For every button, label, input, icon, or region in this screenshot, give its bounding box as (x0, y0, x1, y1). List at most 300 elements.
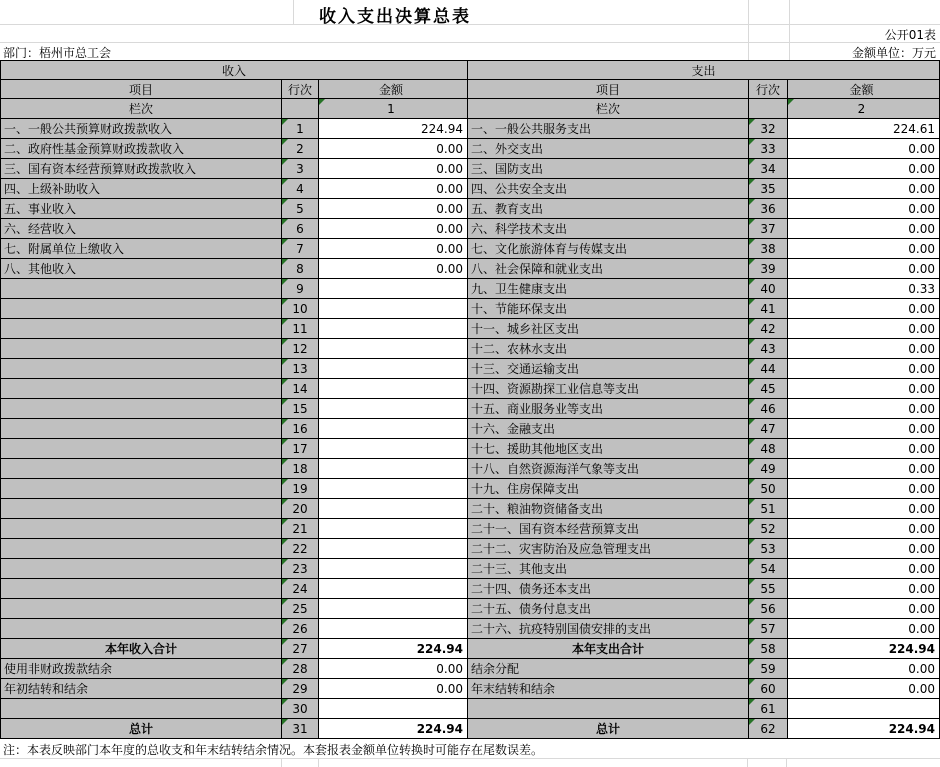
department-label: 部门：梧州市总工会 (3, 46, 112, 60)
row-number-cell[interactable]: 36 (749, 199, 788, 219)
amount-cell[interactable]: 0.00 (788, 139, 940, 159)
item-label-cell[interactable]: 六、科学技术支出 (468, 219, 749, 239)
amount-cell[interactable] (319, 519, 468, 539)
table-row (1, 379, 468, 399)
row-number-cell[interactable]: 18 (282, 459, 319, 479)
corner-marker-icon (282, 519, 288, 525)
row-number-cell[interactable]: 12 (282, 339, 319, 359)
item-label-cell[interactable] (1, 319, 282, 339)
table-row (1, 579, 468, 599)
amount-cell[interactable] (319, 579, 468, 599)
row-number-cell[interactable]: 17 (282, 439, 319, 459)
row-number-cell[interactable]: 29 (282, 679, 319, 699)
corner-marker-icon (749, 579, 755, 585)
amount-cell[interactable]: 0.00 (319, 219, 468, 239)
table-row (468, 119, 940, 139)
amount-cell[interactable]: 224.94 (319, 639, 468, 659)
item-label-cell[interactable]: 十八、自然资源海洋气象等支出 (468, 459, 749, 479)
amount-cell[interactable]: 0.00 (788, 659, 940, 679)
table-row (468, 219, 940, 239)
item-label-cell[interactable]: 二十四、债务还本支出 (468, 579, 749, 599)
corner-marker-icon (749, 599, 755, 605)
corner-marker-icon (749, 539, 755, 545)
table-row (1, 699, 468, 719)
item-label-cell[interactable] (1, 619, 282, 639)
item-label-cell[interactable]: 十九、住房保障支出 (468, 479, 749, 499)
corner-marker-icon (749, 199, 755, 205)
amount-cell[interactable]: 0.00 (319, 179, 468, 199)
item-label-cell[interactable] (1, 379, 282, 399)
row-number-cell[interactable]: 52 (749, 519, 788, 539)
table-row (468, 699, 940, 719)
item-label-cell[interactable]: 二十、粮油物资储备支出 (468, 499, 749, 519)
amount-cell[interactable]: 0.00 (788, 679, 940, 699)
table-row (1, 279, 468, 299)
item-label-cell[interactable] (1, 599, 282, 619)
corner-marker-icon (282, 339, 288, 345)
item-label-cell[interactable]: 七、附属单位上缴收入 (1, 239, 282, 259)
row-number-cell[interactable]: 61 (749, 699, 788, 719)
item-label-cell[interactable]: 八、其他收入 (1, 259, 282, 279)
row-number-cell[interactable]: 7 (282, 239, 319, 259)
amount-cell[interactable]: 0.00 (788, 259, 940, 279)
table-row (1, 619, 468, 639)
corner-marker-icon (749, 699, 755, 705)
row-number-cell[interactable]: 11 (282, 319, 319, 339)
item-label-cell[interactable]: 六、经营收入 (1, 219, 282, 239)
amount-cell[interactable]: 0.00 (788, 559, 940, 579)
corner-marker-icon (282, 179, 288, 185)
gridline (786, 758, 787, 767)
row-number-cell[interactable]: 45 (749, 379, 788, 399)
row-number-cell[interactable]: 9 (282, 279, 319, 299)
row-number-cell[interactable]: 22 (282, 539, 319, 559)
amount-cell[interactable]: 0.00 (319, 259, 468, 279)
table-row (468, 299, 940, 319)
table-row (468, 679, 940, 699)
item-label-cell[interactable] (1, 479, 282, 499)
row-number-cell[interactable]: 25 (282, 599, 319, 619)
corner-marker-icon (749, 679, 755, 685)
row-no-column-header: 行次 (282, 80, 319, 99)
table-row (1, 339, 468, 359)
amount-cell[interactable]: 0.00 (319, 199, 468, 219)
row-number-cell[interactable]: 42 (749, 319, 788, 339)
amount-cell[interactable]: 0.00 (319, 139, 468, 159)
row-number-cell[interactable]: 44 (749, 359, 788, 379)
table-row (468, 519, 940, 539)
row-number-cell[interactable]: 58 (749, 639, 788, 659)
table-row (1, 459, 468, 479)
amount-cell[interactable]: 224.61 (788, 119, 940, 139)
item-label-cell[interactable]: 十三、交通运输支出 (468, 359, 749, 379)
item-label-cell[interactable]: 十四、资源勘探工业信息等支出 (468, 379, 749, 399)
amount-cell[interactable] (319, 419, 468, 439)
item-label-cell[interactable] (1, 459, 282, 479)
item-label-cell[interactable]: 结余分配 (468, 659, 749, 679)
row-number-cell[interactable]: 14 (282, 379, 319, 399)
amount-cell[interactable] (319, 539, 468, 559)
item-label-cell[interactable] (1, 399, 282, 419)
row-number-cell[interactable]: 35 (749, 179, 788, 199)
item-column-header: 项目 (1, 80, 282, 99)
amount-cell[interactable]: 0.00 (788, 459, 940, 479)
row-number-cell[interactable]: 54 (749, 559, 788, 579)
item-label-cell[interactable]: 二十六、抗疫特别国债安排的支出 (468, 619, 749, 639)
corner-marker-icon (282, 139, 288, 145)
row-number-cell[interactable]: 62 (749, 719, 788, 739)
row-number-cell[interactable]: 8 (282, 259, 319, 279)
item-label-cell[interactable]: 八、社会保障和就业支出 (468, 259, 749, 279)
item-label-cell[interactable]: 二十一、国有资本经营预算支出 (468, 519, 749, 539)
corner-marker-icon (749, 399, 755, 405)
corner-marker-icon (282, 619, 288, 625)
item-label-cell[interactable]: 年末结转和结余 (468, 679, 749, 699)
row-number-cell[interactable]: 59 (749, 659, 788, 679)
item-label-cell[interactable]: 总计 (1, 719, 282, 739)
row-number-cell[interactable]: 16 (282, 419, 319, 439)
amount-cell[interactable] (319, 359, 468, 379)
item-label-cell[interactable]: 四、上级补助收入 (1, 179, 282, 199)
item-label-cell[interactable]: 三、国防支出 (468, 159, 749, 179)
table-row (468, 439, 940, 459)
row-number-cell[interactable]: 30 (282, 699, 319, 719)
amount-cell[interactable]: 0.00 (788, 439, 940, 459)
amount-cell[interactable]: 0.00 (319, 679, 468, 699)
table-row (1, 559, 468, 579)
row-number-cell[interactable]: 19 (282, 479, 319, 499)
table-row (468, 659, 940, 679)
amount-cell[interactable]: 0.00 (788, 499, 940, 519)
item-label-cell[interactable] (1, 299, 282, 319)
item-label-cell[interactable]: 七、文化旅游体育与传媒支出 (468, 239, 749, 259)
amount-cell[interactable] (319, 299, 468, 319)
amount-cell[interactable]: 0.00 (788, 239, 940, 259)
corner-marker-icon (282, 319, 288, 325)
amount-cell[interactable]: 224.94 (788, 719, 940, 739)
expenditure-band-row (468, 61, 940, 80)
amount-cell[interactable]: 0.00 (788, 519, 940, 539)
amount-cell[interactable]: 224.94 (319, 119, 468, 139)
amount-cell[interactable] (319, 479, 468, 499)
row-number-cell[interactable]: 13 (282, 359, 319, 379)
row-number-cell[interactable]: 28 (282, 659, 319, 679)
row-number-cell[interactable]: 55 (749, 579, 788, 599)
row-number-cell[interactable]: 24 (282, 579, 319, 599)
item-label-cell[interactable] (1, 359, 282, 379)
item-label-cell[interactable]: 十二、农林水支出 (468, 339, 749, 359)
amount-cell[interactable] (319, 559, 468, 579)
amount-cell[interactable]: 0.00 (788, 399, 940, 419)
amount-cell[interactable]: 0.00 (788, 159, 940, 179)
table-row (468, 359, 940, 379)
corner-marker-icon (749, 519, 755, 525)
item-label-cell[interactable]: 十六、金融支出 (468, 419, 749, 439)
corner-marker-icon (282, 479, 288, 485)
expenditure-table (468, 61, 940, 739)
amount-cell[interactable]: 0.00 (319, 659, 468, 679)
gridline (318, 758, 319, 767)
corner-marker-icon (282, 419, 288, 425)
corner-marker-icon (749, 339, 755, 345)
corner-marker-icon (749, 439, 755, 445)
table-row (1, 299, 468, 319)
expenditure-column-header-row (468, 80, 940, 99)
row-number-cell[interactable]: 33 (749, 139, 788, 159)
item-label-cell[interactable] (1, 539, 282, 559)
item-label-cell[interactable]: 二、政府性基金预算财政拨款收入 (1, 139, 282, 159)
corner-marker-icon (282, 559, 288, 565)
item-label-cell[interactable]: 二十五、债务付息支出 (468, 599, 749, 619)
item-label-cell[interactable]: 一、一般公共服务支出 (468, 119, 749, 139)
corner-marker-icon (749, 619, 755, 625)
table-row (468, 259, 940, 279)
amount-cell[interactable]: 224.94 (788, 639, 940, 659)
row-number-cell[interactable]: 26 (282, 619, 319, 639)
corner-marker-icon (749, 419, 755, 425)
row-number-cell[interactable]: 51 (749, 499, 788, 519)
lanci-label-cell: 栏次 (1, 99, 282, 119)
row-number-cell[interactable]: 43 (749, 339, 788, 359)
row-number-cell[interactable]: 53 (749, 539, 788, 559)
row-number-cell[interactable]: 41 (749, 299, 788, 319)
row-number-cell[interactable]: 38 (749, 239, 788, 259)
item-label-cell[interactable] (1, 279, 282, 299)
item-label-cell[interactable] (1, 519, 282, 539)
item-label-cell[interactable]: 九、卫生健康支出 (468, 279, 749, 299)
amount-cell[interactable] (319, 459, 468, 479)
table-row (1, 599, 468, 619)
corner-marker-icon (749, 639, 755, 645)
row-number-cell[interactable]: 39 (749, 259, 788, 279)
income-column-header-row (1, 80, 468, 99)
corner-marker-icon (749, 319, 755, 325)
item-label-cell[interactable]: 五、教育支出 (468, 199, 749, 219)
item-label-cell[interactable]: 十、节能环保支出 (468, 299, 749, 319)
amount-cell[interactable]: 0.00 (788, 479, 940, 499)
item-label-cell[interactable] (1, 439, 282, 459)
row-number-cell[interactable]: 6 (282, 219, 319, 239)
amount-cell[interactable] (319, 699, 468, 719)
lanci-empty-cell (282, 99, 319, 119)
row-number-cell[interactable]: 31 (282, 719, 319, 739)
item-label-cell[interactable] (1, 699, 282, 719)
amount-column-header: 金额 (319, 80, 468, 99)
item-label-cell[interactable] (1, 579, 282, 599)
table-row (468, 539, 940, 559)
item-label-cell[interactable]: 总计 (468, 719, 749, 739)
table-code: 公开01表 (884, 28, 936, 42)
table-row (468, 559, 940, 579)
amount-cell[interactable] (319, 379, 468, 399)
amount-cell[interactable] (319, 279, 468, 299)
amount-cell[interactable] (319, 439, 468, 459)
gridline (747, 758, 748, 767)
row-number-cell[interactable]: 48 (749, 439, 788, 459)
table-row (1, 439, 468, 459)
amount-cell[interactable]: 0.00 (788, 599, 940, 619)
amount-cell[interactable]: 0.00 (788, 299, 940, 319)
table-row (468, 579, 940, 599)
table-row (468, 179, 940, 199)
amount-cell[interactable]: 0.00 (788, 379, 940, 399)
row-number-cell[interactable]: 32 (749, 119, 788, 139)
item-label-cell[interactable]: 二、外交支出 (468, 139, 749, 159)
amount-cell[interactable]: 224.94 (319, 719, 468, 739)
row-number-cell[interactable]: 27 (282, 639, 319, 659)
item-column-header: 项目 (468, 80, 749, 99)
amount-cell[interactable] (319, 319, 468, 339)
corner-marker-icon (282, 719, 288, 725)
footnote: 注：本表反映部门本年度的总收支和年末结转结余情况。本套报表金额单位转换时可能存在尾数误差。 (3, 743, 544, 757)
row-number-cell[interactable]: 3 (282, 159, 319, 179)
lanci-empty-cell (749, 99, 788, 119)
amount-cell[interactable]: 0.00 (788, 579, 940, 599)
gridline (0, 42, 940, 43)
expenditure-band-header: 支出 (468, 61, 940, 80)
row-number-cell[interactable]: 15 (282, 399, 319, 419)
item-label-cell[interactable]: 三、国有资本经营预算财政拨款收入 (1, 159, 282, 179)
item-label-cell[interactable] (1, 499, 282, 519)
row-number-cell[interactable]: 2 (282, 139, 319, 159)
row-number-cell[interactable]: 23 (282, 559, 319, 579)
amount-cell[interactable] (319, 499, 468, 519)
item-label-cell[interactable]: 一、一般公共预算财政拨款收入 (1, 119, 282, 139)
table-row (1, 539, 468, 559)
row-number-cell[interactable]: 40 (749, 279, 788, 299)
row-number-cell[interactable]: 4 (282, 179, 319, 199)
item-label-cell[interactable]: 十一、城乡社区支出 (468, 319, 749, 339)
expenditure-lanci-row (468, 99, 940, 119)
item-label-cell[interactable]: 年初结转和结余 (1, 679, 282, 699)
amount-cell[interactable]: 0.33 (788, 279, 940, 299)
item-label-cell[interactable]: 本年支出合计 (468, 639, 749, 659)
table-row (468, 239, 940, 259)
row-number-cell[interactable]: 37 (749, 219, 788, 239)
row-number-cell[interactable]: 34 (749, 159, 788, 179)
corner-marker-icon (749, 159, 755, 165)
amount-cell[interactable]: 0.00 (788, 619, 940, 639)
row-number-cell[interactable]: 1 (282, 119, 319, 139)
item-label-cell[interactable]: 十五、商业服务业等支出 (468, 399, 749, 419)
lanci-label-cell: 栏次 (468, 99, 749, 119)
item-label-cell[interactable]: 二十二、灾害防治及应急管理支出 (468, 539, 749, 559)
row-number-cell[interactable]: 20 (282, 499, 319, 519)
amount-cell[interactable]: 0.00 (319, 159, 468, 179)
amount-cell[interactable] (788, 699, 940, 719)
corner-marker-icon (282, 439, 288, 445)
amount-cell[interactable]: 0.00 (788, 319, 940, 339)
table-row (1, 519, 468, 539)
table-row (1, 259, 468, 279)
row-number-cell[interactable]: 60 (749, 679, 788, 699)
corner-marker-icon (282, 219, 288, 225)
corner-marker-icon (749, 259, 755, 265)
item-label-cell[interactable] (1, 559, 282, 579)
amount-cell[interactable]: 0.00 (319, 239, 468, 259)
amount-cell[interactable]: 0.00 (788, 199, 940, 219)
amount-cell[interactable] (319, 619, 468, 639)
table-row (1, 139, 468, 159)
amount-cell[interactable]: 0.00 (788, 339, 940, 359)
table-row (1, 719, 468, 739)
corner-marker-icon (282, 659, 288, 665)
item-label-cell[interactable]: 四、公共安全支出 (468, 179, 749, 199)
table-row (468, 499, 940, 519)
amount-cell[interactable]: 0.00 (788, 219, 940, 239)
amount-cell[interactable] (319, 339, 468, 359)
amount-cell[interactable]: 0.00 (788, 419, 940, 439)
corner-marker-icon (788, 99, 794, 105)
table-row (1, 119, 468, 139)
table-row (468, 159, 940, 179)
item-label-cell[interactable]: 二十三、其他支出 (468, 559, 749, 579)
row-number-cell[interactable]: 21 (282, 519, 319, 539)
income-band-header: 收入 (1, 61, 468, 80)
corner-marker-icon (749, 499, 755, 505)
table-row (1, 639, 468, 659)
gridline (281, 758, 282, 767)
item-label-cell[interactable]: 本年收入合计 (1, 639, 282, 659)
row-number-cell[interactable]: 46 (749, 399, 788, 419)
table-row (468, 139, 940, 159)
corner-marker-icon (282, 599, 288, 605)
row-number-cell[interactable]: 50 (749, 479, 788, 499)
row-number-cell[interactable]: 47 (749, 419, 788, 439)
item-label-cell[interactable]: 使用非财政拨款结余 (1, 659, 282, 679)
table-row (468, 419, 940, 439)
table-row (468, 459, 940, 479)
corner-marker-icon (282, 299, 288, 305)
item-label-cell[interactable]: 十七、援助其他地区支出 (468, 439, 749, 459)
item-label-cell[interactable] (1, 339, 282, 359)
lanci-value-cell: 1 (319, 99, 468, 119)
item-label-cell[interactable]: 五、事业收入 (1, 199, 282, 219)
corner-marker-icon (749, 119, 755, 125)
table-row (468, 619, 940, 639)
corner-marker-icon (749, 139, 755, 145)
corner-marker-icon (749, 299, 755, 305)
row-number-cell[interactable]: 57 (749, 619, 788, 639)
amount-cell[interactable] (319, 399, 468, 419)
table-row (468, 599, 940, 619)
income-rows (1, 119, 468, 739)
item-label-cell[interactable] (468, 699, 749, 719)
corner-marker-icon (749, 459, 755, 465)
table-row (1, 319, 468, 339)
amount-cell[interactable]: 0.00 (788, 179, 940, 199)
table-row (1, 159, 468, 179)
amount-unit-label: 金额单位：万元 (851, 46, 936, 60)
lanci-value-cell: 2 (788, 99, 940, 119)
row-number-cell[interactable]: 10 (282, 299, 319, 319)
item-label-cell[interactable] (1, 419, 282, 439)
amount-cell[interactable]: 0.00 (788, 359, 940, 379)
table-row (468, 199, 940, 219)
corner-marker-icon (282, 399, 288, 405)
amount-cell[interactable]: 0.00 (788, 539, 940, 559)
row-number-cell[interactable]: 5 (282, 199, 319, 219)
row-number-cell[interactable]: 56 (749, 599, 788, 619)
corner-marker-icon (749, 219, 755, 225)
amount-cell[interactable] (319, 599, 468, 619)
table-row (468, 379, 940, 399)
table-row (1, 359, 468, 379)
row-number-cell[interactable]: 49 (749, 459, 788, 479)
table-row (1, 499, 468, 519)
corner-marker-icon (282, 119, 288, 125)
corner-marker-icon (282, 459, 288, 465)
